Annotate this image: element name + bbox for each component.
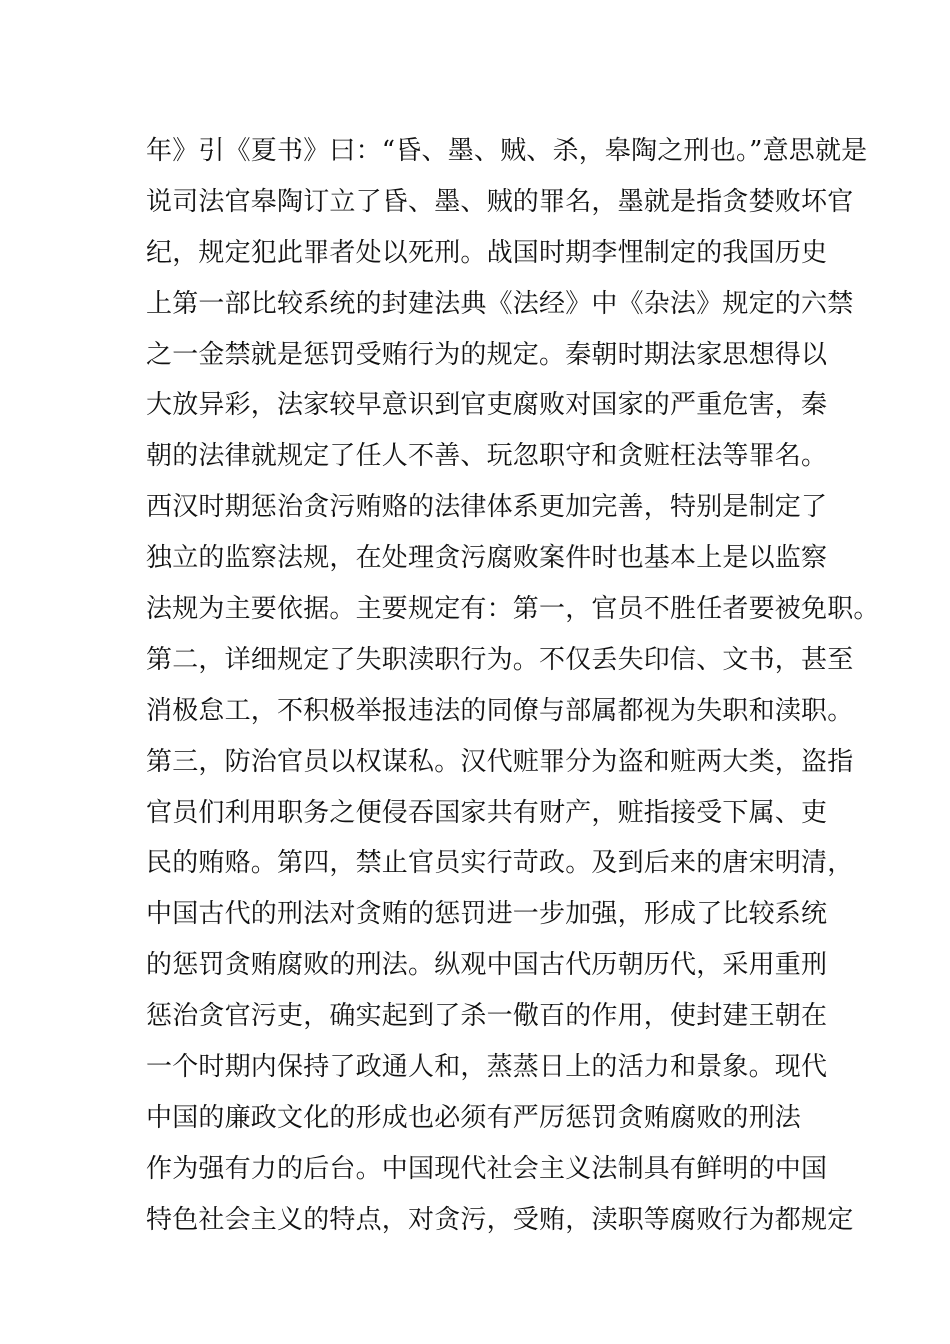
text-line: 作为强有力的后台。中国现代社会主义法制具有鲜明的中国 — [146, 1153, 828, 1184]
text-line: 中国古代的刑法对贪贿的惩罚进一步加强，形成了比较系统 — [146, 899, 828, 930]
text-line: 惩治贪官污吏，确实起到了杀一儆百的作用，使封建王朝在 — [146, 1001, 828, 1032]
text-line: 朝的法律就规定了任人不善、玩忽职守和贪赃枉法等罪名。 — [146, 441, 828, 472]
text-line: 大放异彩，法家较早意识到官吏腐败对国家的严重危害，秦 — [146, 390, 828, 421]
text-line: 说司法官皋陶订立了昏、墨、贼的罪名，墨就是指贪婪败坏官 — [146, 186, 854, 217]
text-line: 民的贿赂。第四，禁止官员实行苛政。及到后来的唐宋明清， — [146, 848, 854, 879]
text-line: 第二，详细规定了失职渎职行为。不仅丢失印信、文书，甚至 — [146, 644, 854, 675]
text-line: 官员们利用职务之便侵吞国家共有财产，赃指接受下属、吏 — [146, 797, 828, 828]
text-line: 特色社会主义的特点，对贪污，受贿，渎职等腐败行为都规定 — [146, 1204, 854, 1235]
text-line: 中国的廉政文化的形成也必须有严厉惩罚贪贿腐败的刑法 — [146, 1102, 802, 1133]
text-line: 纪，规定犯此罪者处以死刑。战国时期李悝制定的我国历史 — [146, 237, 828, 268]
text-line: 之一金禁就是惩罚受贿行为的规定。秦朝时期法家思想得以 — [146, 339, 828, 370]
body-text — [146, 126, 880, 1246]
text-line: 消极怠工，不积极举报违法的同僚与部属都视为失职和渎职。 — [146, 695, 854, 726]
text-line: 法规为主要依据。主要规定有：第一，官员不胜任者要被免职。 — [146, 594, 880, 625]
text-line: 独立的监察法规，在处理贪污腐败案件时也基本上是以监察 — [146, 543, 828, 574]
text-line: 年》引《夏书》曰：“昏、墨、贼、杀，皋陶之刑也。”意思就是 — [146, 136, 868, 166]
text-line: 一个时期内保持了政通人和，蒸蒸日上的活力和景象。现代 — [146, 1052, 828, 1083]
text-line: 第三，防治官员以权谋私。汉代赃罪分为盗和赃两大类，盗指 — [146, 746, 854, 777]
text-line: 上第一部比较系统的封建法典《法经》中《杂法》规定的六禁 — [146, 288, 854, 319]
text-line: 西汉时期惩治贪污贿赂的法律体系更加完善，特别是制定了 — [146, 492, 828, 523]
text-line: 的惩罚贪贿腐败的刑法。纵观中国古代历朝历代，采用重刑 — [146, 950, 828, 981]
